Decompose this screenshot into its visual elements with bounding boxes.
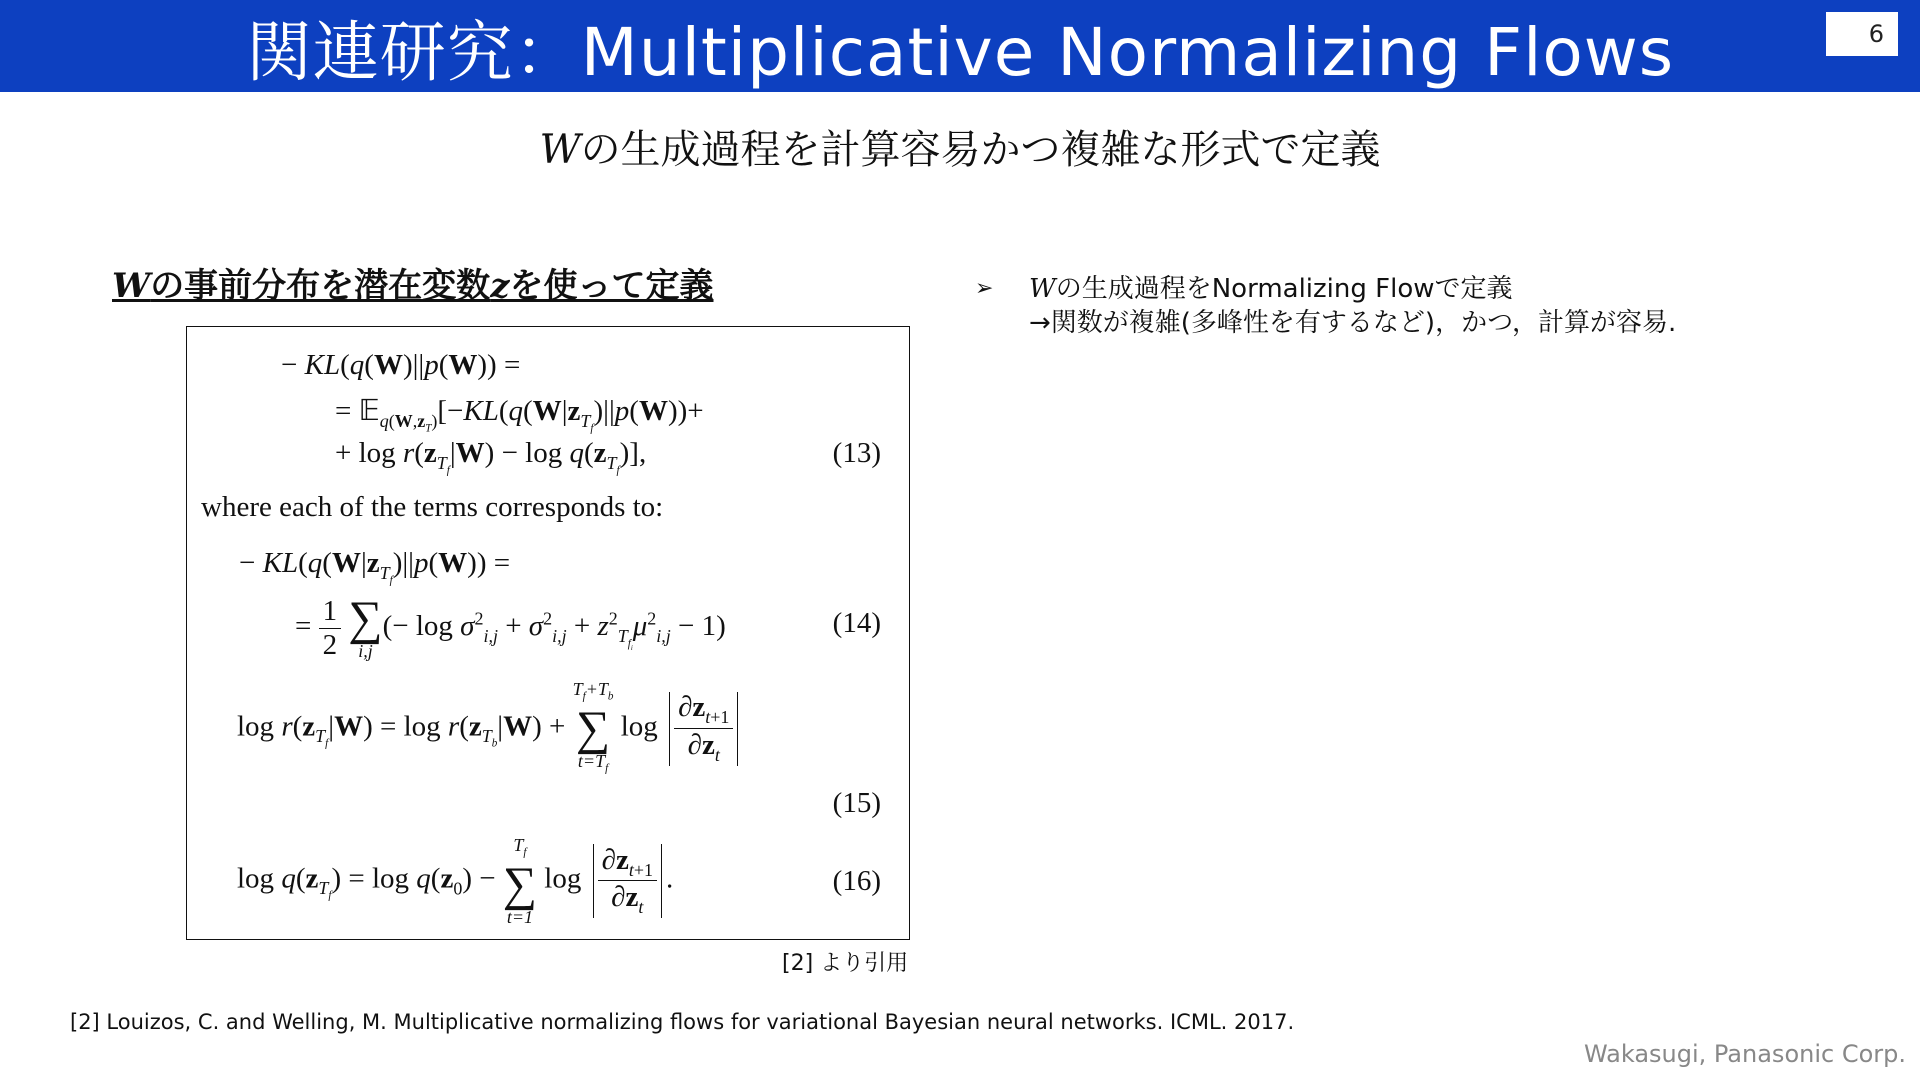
bullet-line2: →関数が複雑(多峰性を有するなど)，かつ，計算が容易. bbox=[1029, 308, 1677, 338]
bullet-line1-text: の生成過程をNormalizing Flowで定義 bbox=[1055, 274, 1513, 304]
eq16-number: (16) bbox=[832, 865, 881, 897]
eq14-line1: − $KL(q(W|z_{T_f})||p(W))$ = bbox=[239, 547, 511, 587]
slide-subtitle bbox=[0, 118, 1920, 175]
subtitle-W: W bbox=[539, 127, 581, 173]
eq13-number: (13) bbox=[832, 437, 881, 469]
bullet-line1 bbox=[1029, 272, 1676, 306]
eq13-line3: + $\log r(z_{T_f}|W) - \log q(z_{T_f})$], bbox=[335, 437, 647, 477]
left-heading bbox=[112, 258, 714, 307]
eq16: $\log q(z_{T_f}) = \log q(z_0)$ − $T_f$ ∑ t=1 log $\frac{\partial z_{t+1}}{\partial z_t}$ . bbox=[237, 835, 674, 927]
heading-W: W bbox=[112, 266, 151, 306]
subtitle-text: の生成過程を計算容易かつ複雑な形式で定義 bbox=[580, 127, 1381, 173]
footer-credit: Wakasugi, Panasonic Corp. bbox=[1583, 1040, 1906, 1068]
bullet-arrow-icon: ➢ bbox=[975, 276, 994, 301]
title-bar bbox=[0, 0, 1920, 92]
reference: [2] Louizos, C. and Welling, M. Multiplicative normalizing flows for variational Bayesian neural networks. ICML. 2017. bbox=[70, 1010, 1295, 1034]
heading-part2: を使って定義 bbox=[509, 266, 714, 306]
where-text: where each of the terms corresponds to: bbox=[201, 491, 664, 523]
figure-citation: [2] より引用 bbox=[782, 951, 909, 976]
eq13-line2: = $𝔼_{q(W,z_T)}[-KL(q(W|z_{T_f})||p(W))+$ bbox=[335, 395, 704, 435]
equation-box bbox=[186, 326, 910, 940]
slide-title: 関連研究：Multiplicative Normalizing Flows bbox=[245, 13, 1675, 91]
eq15-number: (15) bbox=[832, 787, 881, 819]
eq15: $\log r(z_{T_f}|W) = \log r(z_{T_b}|W)$ + $T_f+T_b$ ∑ $t=T_f$ log $\frac{\partial z_{t+1}}{\partial z_t}$ bbox=[237, 679, 742, 778]
heading-part1: の事前分布を潜在変数 bbox=[150, 266, 491, 306]
eq13-line1: − KL(q(W)||p(W)) = bbox=[281, 349, 521, 381]
page-number: 6 bbox=[1826, 12, 1898, 56]
bullet-text bbox=[1029, 272, 1676, 340]
bullet-W: W bbox=[1029, 274, 1056, 304]
eq14-number: (14) bbox=[832, 607, 881, 639]
heading-z: z bbox=[490, 266, 510, 306]
eq14-line2: = $\frac{1}{2}$ ∑ i,j (− $\log \sigma^2_{i,j} + \sigma^2_{i,j} + z^2_{T_{f_i}}\mu^2_{i,j} - 1$) bbox=[295, 591, 726, 661]
